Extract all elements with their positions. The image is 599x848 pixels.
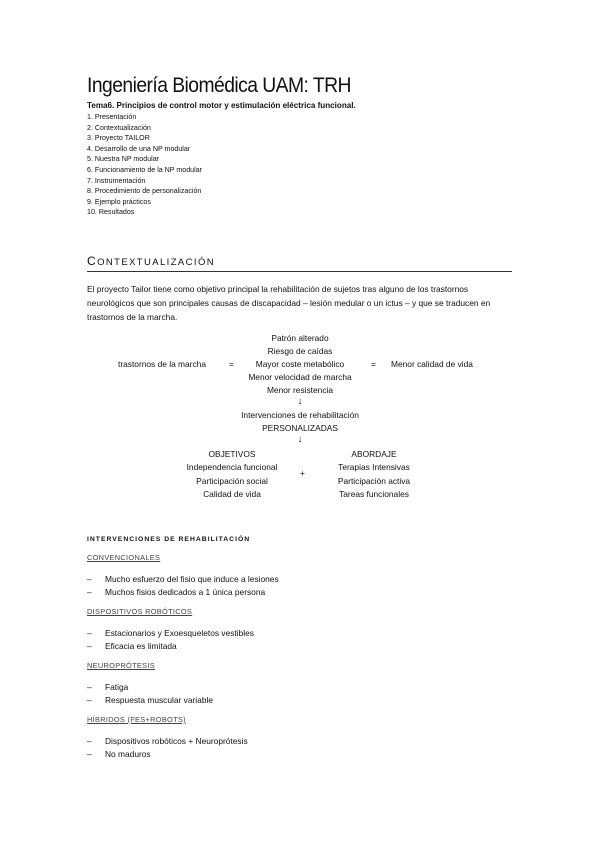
list-item [87, 749, 151, 759]
section-heading-rest: ONTEXTUALIZACIÓN [97, 257, 216, 268]
diagram-right-label: Menor calidad de vida [391, 359, 473, 369]
table-of-contents [87, 112, 202, 218]
list-item [87, 628, 254, 638]
toc-item: 7. Instrumentación [87, 176, 146, 185]
diagram-line-2: Riesgo de caídas [267, 346, 333, 356]
dash-bullet: – [87, 574, 92, 584]
toc-item: 6. Funcionamiento de la NP modular [87, 165, 203, 174]
dash-bullet: – [87, 736, 92, 746]
document-title: Ingeniería Biomédica UAM: TRH [87, 74, 351, 97]
list-item-text: Respuesta muscular variable [105, 695, 213, 705]
intro-paragraph: El proyecto Tailor tiene como objetivo principal la rehabilitación de sujetos tras alguno de los trastornos neurológicos que son principales causas de discapacidad – lesión medular o un ictus – y que se traducen en trastornos de la marcha. [87, 284, 491, 322]
dash-bullet: – [87, 682, 92, 692]
list-item-text: Eficacia es limitada [105, 641, 177, 651]
diagram-line-4: Menor velocidad de marcha [248, 372, 352, 382]
section-heading [87, 254, 512, 272]
abordaje-title: ABORDAJE [351, 449, 397, 459]
category-dispositivos-roboticos: DISPOSITIVOS ROBÓTICOS [87, 607, 193, 616]
diagram-equals-right: = [371, 359, 376, 369]
list-item-text: Mucho esfuerzo del fisio que induce a lesiones [105, 574, 279, 584]
section-heading-initial: C [87, 254, 98, 268]
objetivos-block [170, 448, 294, 502]
dash-bullet: – [87, 628, 92, 638]
list-item-text: Dispositivos robóticos + Neuroprótesis [105, 736, 248, 746]
objetivos-title: OBJETIVOS [208, 449, 256, 459]
down-arrow-icon: ↓ [297, 434, 303, 445]
list-item [87, 641, 177, 651]
dash-bullet: – [87, 587, 92, 597]
plus-sign: + [300, 468, 305, 478]
category-neuroprotesis: NEUROPRÓTESIS [87, 661, 155, 670]
dash-bullet: – [87, 695, 92, 705]
abordaje-item: Tareas funcionales [339, 489, 409, 500]
toc-item: 5. Nuestra NP modular [87, 155, 160, 164]
abordaje-item: Participación activa [337, 475, 411, 486]
list-item-text: Estacionarios y Exoesqueletos vestibles [105, 628, 254, 638]
interventions-line-1: Intervenciones de rehabilitación [241, 410, 359, 420]
diagram-line-1: Patrón alterado [271, 333, 329, 343]
document-subtitle: Tema6. Principios de control motor y estimulación eléctrica funcional. [87, 100, 356, 110]
objetivos-item: Calidad de vida [203, 489, 261, 500]
list-item [87, 736, 248, 746]
list-item [87, 574, 279, 584]
interventions-line-2: PERSONALIZADAS [262, 423, 338, 433]
objetivos-item: Independencia funcional [186, 462, 278, 473]
toc-item: 8. Procedimiento de personalización [87, 187, 202, 196]
category-hibridos: HÍBRIDOS (FES+ROBOTS) [87, 715, 186, 724]
diagram-equals-left: = [229, 359, 234, 369]
interventions-heading: INTERVENCIONES DE REHABILITACIÓN [87, 536, 251, 543]
abordaje-block [318, 448, 430, 502]
list-item-text: No maduros [105, 749, 151, 759]
dash-bullet: – [87, 749, 92, 759]
list-item [87, 587, 265, 597]
toc-item: 4. Desarrollo de una NP modular [87, 144, 191, 153]
list-item-text: Muchos fisios dedicados a 1 única persona [105, 587, 266, 597]
diagram-line-3: Mayor coste metabólico [255, 359, 345, 369]
toc-item: 1. Presentación [87, 113, 137, 121]
category-convencionales: CONVENCIONALES [87, 553, 161, 562]
dash-bullet: – [87, 641, 92, 651]
abordaje-item: Terapias Intensivas [338, 462, 410, 473]
list-item-text: Fatiga [105, 682, 129, 692]
toc-item: 10. Resultados [87, 208, 135, 217]
toc-item: 3. Proyecto TAILOR [87, 134, 150, 143]
list-item [87, 682, 128, 692]
down-arrow-icon: ↓ [297, 396, 303, 407]
list-item [87, 695, 213, 705]
toc-item: 2. Contextualización [87, 123, 151, 132]
diagram-left-label: trastornos de la marcha [118, 359, 206, 369]
objetivos-item: Participación social [196, 475, 268, 486]
diagram-line-5: Menor resistencia [266, 385, 334, 395]
toc-item: 9. Ejemplo prácticos [87, 197, 151, 206]
